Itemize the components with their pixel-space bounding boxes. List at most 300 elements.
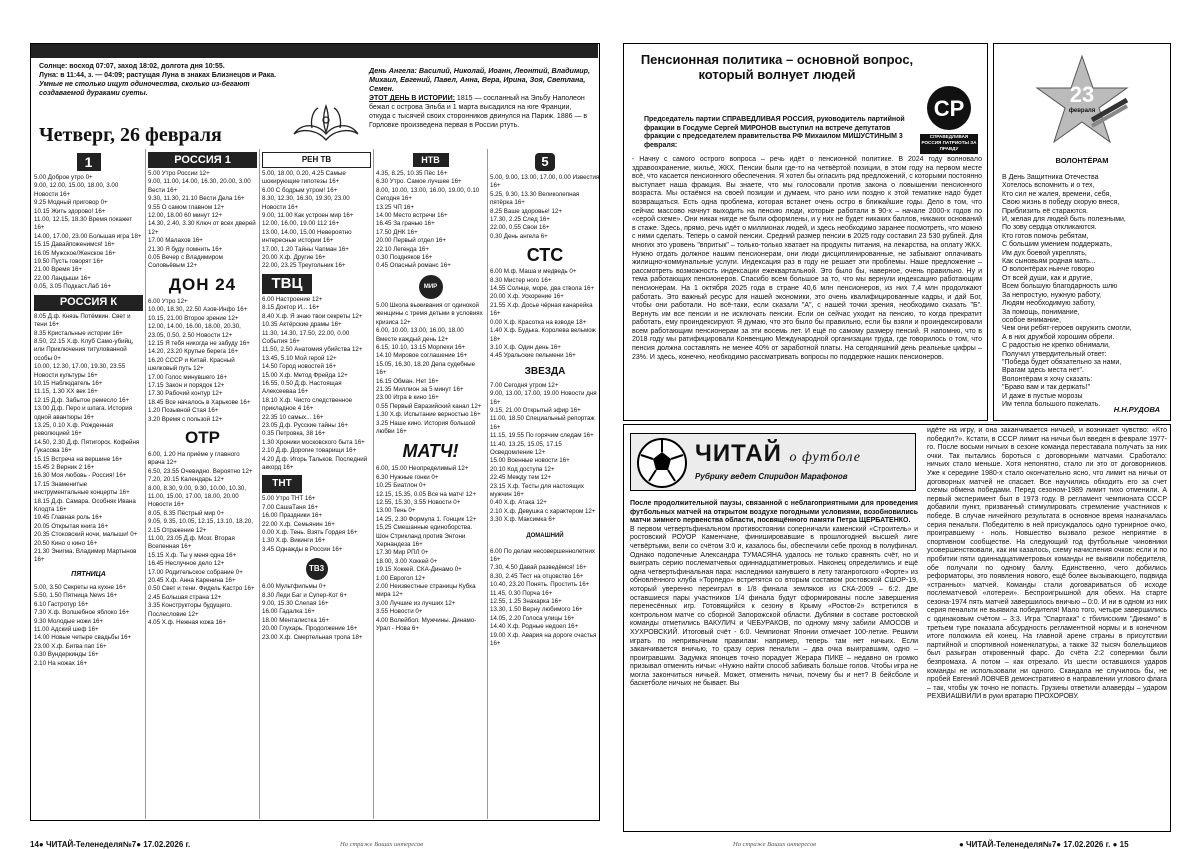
list-item: 6.00, 10.00, 13.00, 16.00, 18.00 Вместе каждый день 12+: [376, 327, 464, 343]
list-item: 3.30 Х.ф. Максимка 6+: [490, 516, 556, 524]
list-item: 0.50 Свет и тени. Фидель Кастро 16+: [148, 585, 255, 593]
list-item: 9.00, 13.00, 17.00, 19.00 Новости дня 16+: [490, 390, 597, 406]
history-text: 1815 — сосланный на Эльбу Наполеон бежал с острова Эльба и 1 марта высадился на юге Франции, откуда с тысячей своих сторонников двинулся на Париж. 1886 — в Горловке произведена первая в России ртуть.: [369, 95, 588, 129]
program-list: [376, 465, 485, 633]
list-item: 0.35 Петровка, 38 16+: [262, 430, 326, 438]
channel-logo-mir: МИР: [376, 274, 485, 300]
list-item: 20.05 Открытая книга 16+: [34, 522, 109, 530]
list-item: 0.00 Х.ф. Красотка на взводе 18+: [490, 318, 587, 326]
list-item: 23.00 Х.ф. Смертельная тропа 18+: [262, 633, 363, 641]
list-item: 19.00 Х.ф. Авария на дороге счастья 16+: [490, 631, 597, 648]
list-item: 12.00, 18.00 60 минут 12+: [148, 212, 222, 220]
list-item: 11.00 Адский шеф 16+: [34, 625, 99, 633]
list-item: Приблизить её стараются.: [1002, 207, 1088, 215]
list-item: 2.10 Х.ф. Девушка с характером 12+: [490, 507, 596, 515]
program-list: [490, 548, 600, 649]
list-item: Людям необходимую заботу,: [1002, 300, 1096, 308]
list-item: Хотелось вспомнить и о тех,: [1002, 182, 1095, 190]
list-item: Врагам здесь места нет".: [1002, 367, 1084, 375]
list-item: 16.45 Неслучное дело 12+: [148, 560, 225, 568]
list-item: С радостью не крепко обнимали,: [1002, 342, 1110, 350]
list-item: 17.15 Знаменитые инструментальные концерты 16+: [34, 480, 130, 497]
list-item: И, желая для людей быть полезными,: [1002, 216, 1126, 224]
list-item: О волонтёрах нынче говорю: [1002, 266, 1095, 274]
list-item: 21.55 Х.ф. Досье чёрная канарейка 16+: [490, 301, 593, 318]
list-item: 1.00 Еврогол 12+: [376, 574, 426, 582]
list-item: А в них дружбой хорошим обрели.: [1002, 333, 1115, 341]
list-item: 15.25 Смешанные единоборства. Шон Стрикланд против Энтони Хернандеза 16+: [376, 524, 473, 549]
list-item: В День Защитника Отечества: [1002, 174, 1099, 181]
svg-text:СР: СР: [933, 96, 965, 121]
list-item: Кто готов помочь ребятам,: [1002, 232, 1089, 240]
football-text-left: [630, 500, 918, 689]
list-item: 10.15 Жить здорово! 16+: [34, 207, 106, 215]
list-item: 7.20, 20.15 Календарь 12+: [148, 476, 225, 484]
list-item: 22.10 Легенда 16+: [376, 245, 429, 253]
list-item: 5.00 Доброе утро 0+: [34, 174, 93, 181]
list-item: 17.30, 2.25 След 16+: [490, 216, 550, 224]
list-item: 22.45 Между тем 12+: [490, 474, 552, 482]
list-item: 6.15, 10.10, 13.15 Морпехи 16+: [376, 343, 466, 351]
football-body: В первом четвертьфинальном противостоянии соперничали каменский «Строитель» и ростовский РОУОР Каменчане, финишировавшие в прошлогодней высшей лиге четвёртыми, вели со счётом 3:0 и, казалось бы, обеспечили себе проход в полуфинал. Однако подопечные Александра ТУМАСЯНА удалось не только сравнять счёт, но и выиграть серию послематчевых одиннадцатиметровых. Наконец определились и ещё одна четвертьфинальная пара: наследники канувшего в лету таганрогского «Форте» из обновлённого клуба «Торпедо» встретятся со вторым составом ростовской СШОР-19, который уверенно переиграл в 1/8 финала земляков из СКА-2009 – 6:2. Две оставшиеся пары участников 1/4 финала будут сформированы после завершения перенесённых игр. Готовящийся к сезону в Крыму «Ростов-2» встретился в контрольном матче со сборной Запорожской области. Дублями в составе ростовской команды отметились ВАКУЛИЧ и ЧЕБУРАКОВ, по одному мячу забили АМОСОВ и ХУХРОВСКИЙ. Итоговый счёт - 6:0. Чемпионат Японии отмечает 100-летие. Решили играть по непривычным правилам: например, теперь там нет ничьих. Если заканчивается вничью, то сразу серия пенальти – два очка выигравшим, одно – проигравшим. Задумка японцев точно порадует Жерара ПИКЕ – недавно он громко призывал отменить ничьи: «Нужно найти способ забивать больше голов. Чтобы игра не могла закончиться ничьей. Может, отменить ничьи, почему бы и нет? В бейсболе и баскетболе ничьих не бывает. Вы: [630, 525, 918, 688]
list-item: 9.30, 11.30, 21.10 Вести Дела 16+: [148, 195, 245, 203]
list-item: 14.40 Х.ф. Родные недоел 16+: [490, 623, 579, 631]
list-item: 15.15 Давайпоженимся! 16+: [34, 241, 115, 249]
footer-slogan-right: На страже Ваших интересов: [733, 841, 816, 848]
list-item: 9.05, 9.35, 10.05, 12.15, 13.10, 18.20, 2.15 Отражение 12+: [148, 518, 253, 534]
list-item: 8.00, 10.00, 13.00, 16.00, 19.00, 0.10 Сегодня 16+: [376, 186, 480, 203]
list-item: 10.25 Биатлон 0+: [376, 482, 427, 490]
history-label: ЭТОТ ДЕНЬ В ИСТОРИИ:: [369, 95, 455, 102]
list-item: 5.00 Утро ТНТ 16+: [262, 495, 316, 503]
list-item: 9.00, 12.00, 15.00, 18.00, 3.00 Новости 16+: [34, 182, 119, 198]
list-item: 14.50 Город новостей 16+: [262, 363, 337, 371]
article-title: Пенсионная политика – основной вопрос, который волнует людей: [640, 52, 914, 82]
list-item: 10.15, 21.00 Второе зрение 12+: [148, 314, 239, 322]
list-item: 15.00 Военные новости 16+: [490, 457, 570, 465]
list-item: 17.50 ДНК 16+: [376, 228, 418, 236]
page-gutter: [604, 10, 616, 849]
channel-logo-ntv: НТВ: [376, 152, 485, 168]
list-item: 21.00 Время 16+: [34, 266, 83, 274]
list-item: 12.15, 15.35, 0.05 Все на матч! 12+: [376, 490, 477, 498]
list-item: 17.00 Голос минувшего 16+: [148, 373, 228, 381]
program-list: [262, 296, 371, 473]
channel-logo-rossiya-k: РОССИЯ К: [34, 295, 143, 311]
list-item: 6.00 Настроение 12+: [262, 295, 323, 303]
list-item: 17.30 Рабочий контур 12+: [148, 390, 223, 398]
program-list: [376, 170, 485, 271]
list-item: 17.00 Малахов 16+: [148, 237, 203, 245]
footer-left: 14● ЧИТАЙ-Теленеделя№7● 17.02.2026 г.: [30, 840, 191, 849]
list-item: 17.00, 1.20 Тайны Чапман 16+: [262, 245, 349, 253]
star-emblem: [1032, 50, 1132, 150]
list-item: 22.00, 0.55 Свои 16+: [490, 224, 550, 232]
list-item: 15.00 Х.ф. Метод Фрейда 12+: [262, 371, 348, 379]
list-item: 5.00 Утро России 12+: [148, 170, 210, 177]
list-item: 20.10 Код доступа 12+: [490, 465, 555, 473]
football-column-right: [923, 424, 1171, 832]
list-item: Всем большую благодарность шлю: [1002, 283, 1118, 291]
quote: Умные не столько ищут одиночества, сколько из-бегают создаваемой дураками суеты.: [39, 81, 250, 97]
list-item: 20.35 Стоковский ночи, малыши! 0+: [34, 531, 138, 539]
list-item: 12.00, 16.00, 19.00 112 16+: [262, 220, 340, 228]
list-item: 14.50, 2.30 Д.ф. Пятигорск. Кофейня Гукасова 16+: [34, 438, 140, 455]
channel-logo-tv3: ТВ3: [262, 557, 371, 581]
football-column: [623, 424, 923, 832]
article-body: - Начну с самого острого вопроса – речь идёт о пенсионной политике. В 2024 году волновало здравоохранение, жильё, ЖКХ. Пенсии были где-то на четвёртой позиции, в этом году на первом месте всё, что касается пенсионного обеспечения. Я хотел бы огласить ряд предложений, с которыми постоянно выступает наша фракция. Вы знаете, что мы голосовали против закона о повышении пенсионного возраста. Мы остаёмся на своей позиции и думаем, что рано или поздно к этой тематике надо будет возвращаться. Есть одна проблема, которая встанет очень остро в ближайшие годы. Дело в том, что сейчас массово начнут выходить на пенсию люди, которые работали в 90-х – начале 2000-х годов по «серой схеме». Они никак нигде не были оформлены, и у них не будет никаких баллов, никаких оснований в стаже. Здесь, прямо, речь идёт о миллионах людей, и здесь необходимо заранее посмотреть, что можно с ними сделать. Теперь о самой пенсии. Средний размер пенсии в 2025 году составил 23 530 рублей. Для многих это уровень "впритык" – только-только хватает на продукты питания, на лекарства, на оплату ЖКХ. Нужно отдать должное нашим пенсионерам, они люди дисциплинированные, не забывают оплачивать жилищно-коммунальные услуги. Индексация раз в году не решает эти проблемы. Наше предложение – рассмотреть возможность индексации ежеквартальной. Это было бы, наверное, очень правильно. Ну и тема работающих пенсионеров. Спасибо всем большое за то, что мы вернули индексацию работающим пенсионерам. На 1 октября 2025 года в стране 40,6 млн пенсионеров, из них 7,4 млн продолжают работать. Это важный ресурс для нашей экономики, это очень квалифицированные кадры, и дай Бог, чтобы они работали. Но всё-таки, если сказали "А", с нашей точки зрения, необходимо сказать "Б". Вернуть им все пенсии и не исключать пенсии. Если он сейчас уходит на пенсию, то когда прекратит работать, ему проиндексируют. Я думаю, что это было бы правильно, если бы взяли и проиндексировали всем работающим пенсионерам за эти восемь лет. И ещё по самому размеру пенсий. Я напомню, что в 2018 году мы ратифицировали Конвенцию Международной организации труда, где говорилось о том, что пенсия должна составлять не менее 40% от заработной платы. На сегодняшний день реальные цифры – 23%. И здесь, конечно, необходимо рассматривать вопросы по поддержке наших пенсионеров.: [632, 156, 982, 361]
list-item: 16.00 Праздники 16+: [262, 512, 323, 520]
list-item: "Победа будет обязательно за нами,: [1002, 358, 1122, 366]
list-item: 14.00 Новые четыре свадьбы 16+: [34, 634, 132, 642]
channel-logo-domashniy: ДОМАШНИЙ: [526, 533, 564, 540]
list-item: 8.00, 8.30, 9.00, 9.30, 10.00, 10.30, 11.00, 15.00, 17.00, 18.00, 20.00 Новости 16+: [148, 484, 247, 509]
list-item: 4.45 Уральские пельмени 16+: [490, 352, 576, 360]
channel-logo-zvezda: ЗВЕЗДА: [524, 365, 566, 377]
list-item: 13.25 ЧП 16+: [376, 203, 414, 211]
list-item: С большим умением поддержать,: [1002, 241, 1113, 249]
list-item: 7.30 Х.ф. Волшебное яблоко 16+: [34, 609, 130, 617]
party-logo: [918, 84, 980, 156]
history-block: [369, 94, 594, 130]
list-item: 14.00 Место встречи 16+: [376, 212, 448, 220]
list-item: 0.05 Вечер с Владимиром Соловьёвым 12+: [148, 254, 223, 270]
list-item: 16.00 Гадалка 16+: [262, 608, 315, 616]
list-item: 2.45 Большая страна 12+: [148, 593, 222, 601]
list-item: 3.55 Новости 0+: [376, 608, 423, 616]
list-item: 2.10 Д.ф. Дорогие товарищи 16+: [262, 447, 357, 455]
list-item: 23.15 Х.ф. Тесты для настоящих мужчин 16+: [490, 482, 584, 498]
program-list: [34, 313, 143, 565]
moon-info: Луна: в 11:44, з. — 04:09; растущая Луна в знаках Близнецов и Рака.: [39, 72, 277, 79]
channel-logo-tvc: ТВЦ: [262, 274, 312, 294]
list-item: 9.15, 21.00 Открытый эфир 16+: [490, 406, 581, 414]
ornament-flower-icon: [288, 100, 364, 146]
list-item: 6.10 Гастротур 16+: [34, 600, 89, 608]
poem-title: ВОЛОНТЁРАМ: [1055, 156, 1109, 165]
list-item: 14.30, 2.40, 3.30 Ключ от всех дверей 12+: [148, 220, 256, 236]
soccer-ball-icon: [635, 436, 689, 490]
list-item: 14.05, 2.20 Голоса улицы 16+: [490, 614, 575, 622]
list-item: 10.40, 23.20 Понять. Простить 16+: [490, 581, 590, 589]
list-item: 16.45 За гранью 16+: [376, 220, 435, 228]
channel-logo-sts: СТС: [526, 245, 564, 266]
channel-logo-perviy: 1: [34, 152, 143, 172]
channel-logo-don24: ДОН 24: [168, 274, 237, 294]
angel-day: День Ангела: Василий, Николай, Иоанн, Леонтий, Владимир, Михаил, Евгений, Павел, Анна, Вера, Ирина, Зоя, Светлана, Семен.: [369, 66, 591, 93]
channel-logo-otr: ОТР: [185, 427, 220, 447]
list-item: 10.15 Наблюдатель 16+: [34, 379, 103, 387]
list-item: Им дух боевой укреплять,: [1002, 249, 1087, 257]
list-item: 9.00, 11.00, 14.00, 16.30, 20.00, 3.00 Вести 16+: [148, 178, 251, 194]
list-item: 0.40 Х.ф. Атака 12+: [490, 499, 547, 507]
list-item: 16.20 СССР и Китай. Красный шелковый путь 12+: [148, 356, 235, 373]
tv-column-2: [148, 149, 260, 819]
list-item: 8.05, 8.35 Пёстрый мир 0+: [148, 509, 225, 517]
list-item: 0.30 Вундеркинды 16+: [34, 651, 99, 659]
list-item: 11.40, 13.25, 15.05, 17.15 Осведомление 12+: [490, 440, 562, 456]
tv-column-5: [490, 149, 602, 819]
list-item: 8.40 Х.ф. Я знаю твои секреты 12+: [262, 312, 363, 320]
list-item: 15.15 Встреча на вершине 16+: [34, 455, 123, 463]
list-item: 6.00, 15.00 Неопределимый 12+: [376, 465, 469, 473]
program-list: [148, 170, 257, 271]
list-item: 5.00, 9.00, 13.00, 17.00, 0.00 Известия 16+: [490, 174, 600, 190]
footer-slogan-left: На страже Ваших интересов: [340, 841, 423, 848]
list-item: 8.30, 12.30, 16.30, 19.30, 23.00 Новости 16+: [262, 195, 350, 211]
list-item: 7.30, 4.50 Давай разведёмся! 16+: [490, 564, 587, 572]
list-item: "Браво вам и так держать!": [1002, 384, 1091, 392]
list-item: 3.45 Однажды в России 16+: [262, 545, 343, 553]
list-item: 12.15 Д.ф. Забытое ремесло 16+: [34, 396, 130, 404]
channel-logo-5: 5: [490, 152, 600, 172]
list-item: 22.00 Х.ф. Семьянин 16+: [262, 520, 335, 528]
list-item: 12.15 Я тебя никогда не забуду 16+: [148, 339, 250, 347]
list-item: 14.25, 2.30 Формула 1. Гонщик 12+: [376, 515, 477, 523]
list-item: 2.10 На ножах 16+: [34, 659, 88, 667]
list-item: 12.55, 1.25 Знахарка 16+: [490, 598, 562, 606]
program-list: [262, 583, 371, 642]
list-item: 6.30 Нужные гонки 0+: [376, 473, 439, 481]
football-banner: [630, 433, 916, 491]
list-item: 12.00, 14.00, 16.00, 18.00, 20.30, 23.05, 0.50, 2.50 Новости 12+: [148, 323, 241, 339]
list-item: 0.30 Поздняков 16+: [376, 254, 433, 262]
list-item: 20.50 Кино о кино 16+: [34, 539, 98, 547]
list-item: 13.30, 1.50 Верну любимого 16+: [490, 606, 583, 614]
list-item: 14.20, 23.20 Крутые берега 16+: [148, 348, 239, 356]
day-banner: [31, 44, 598, 58]
list-item: 4.35, 8.25, 10.35 Пёс 16+: [376, 170, 448, 177]
list-item: 16.05 Мужское/Женское 16+: [34, 249, 116, 257]
list-item: 11.00, 12.15, 18.30 Время покажет 16+: [34, 216, 133, 232]
list-item: 1.20 Позывной Стая 16+: [148, 407, 219, 415]
list-item: Кто сил не жалея, времени, себя,: [1002, 190, 1112, 198]
list-item: 8.25 Ваше здоровье! 12+: [490, 207, 562, 215]
star-month: февраля: [1068, 108, 1096, 114]
list-item: 3.00 Лучшие из лучших 12+: [376, 599, 456, 607]
list-item: 0.55 Первый Евразийский канал 12+: [376, 402, 482, 410]
list-item: 20.00 Первый отдел 16+: [376, 237, 447, 245]
list-item: 20.00 Глухарь. Продолжение 16+: [262, 625, 358, 633]
tv-column-3: [262, 149, 374, 819]
channel-logo-rossiya-1: РОССИЯ 1: [148, 152, 257, 168]
list-item: 23.05 Д.ф. Русские тайны 16+: [262, 421, 349, 429]
list-item: 8.30 Мистер ного 16+: [490, 276, 552, 284]
list-item: 6.00 Мультфильмы 0+: [262, 583, 326, 591]
list-item: Волонтёрам я хочу сказать:: [1002, 375, 1093, 383]
list-item: 22.35 10 самых... 16+: [262, 413, 324, 421]
channel-logo-match: МАТЧ!: [402, 441, 459, 462]
list-item: 23.00 Игра в кино 16+: [376, 394, 439, 402]
list-item: 12.55, 15.30, 3.55 Новости 0+: [376, 499, 461, 506]
program-list: [148, 298, 257, 424]
sun-info: Солнце: восход 07:07, заход 18:02, долгота дня 10:55.: [39, 63, 225, 70]
list-item: 18.10 Х.ф. Чисто следственное прикладное 4 16+: [262, 396, 353, 413]
list-item: 18.00 Менталистка 16+: [262, 616, 329, 624]
list-item: 21.35 Миллион за 5 минут 16+: [376, 385, 464, 393]
tv-columns: [34, 149, 598, 819]
list-item: 23.00 Х.ф. Битва пап 16+: [34, 642, 107, 650]
list-item: 9.25 Модный приговор 0+: [34, 199, 108, 207]
list-item: 1.30 Х.ф. Викинги 16+: [262, 537, 326, 545]
list-item: 16.55, 0.50 Д.ф. Настоящая Алексееваа 16+: [262, 379, 342, 396]
list-item: 0.05, 3.05 Подкаст.Лаб 16+: [34, 283, 112, 291]
article-lead: Председатель партии СПРАВЕДЛИВАЯ РОССИЯ, руководитель партийной фракции в Госдуме Сергей МИРОНОВ выступил на встрече депутатов фракции с председателем правительства РФ Михаилом МИШУСТИНЫМ 3 февраля:: [644, 116, 905, 149]
list-item: 19.15 Хоккей. СКА-Динамо 0+: [376, 566, 462, 574]
list-item: 20.00 Х.ф. Ускорение 16+: [490, 293, 564, 301]
list-item: 6.00 М.ф. Маша и медведь 0+: [490, 268, 577, 276]
program-list: [490, 174, 600, 241]
list-item: 9.00, 11.00 Как устроен мир 16+: [262, 212, 354, 220]
right-page: [623, 43, 1171, 849]
football-subtitle: Рубрику ведет Спиридон Марафонов: [695, 472, 848, 481]
football-text-right: идёте на игру, и она заканчивается ничьей, и возникает чувство: «Кто победил?». Кстати, в СССР лимит на ничьи был введен в феврале 1977-го. После восьми ничьих в сезоне команда переставала получать за них очки. Так пытались бороться с договорными матчами. Сработало: ничьих стало меньше. Хотя непонятно, стало ли это от договорников. Уже к середине 1980-х стало окончательно ясно, что лимит на ничьи от договорных матчей не спасает. Все научились обходить его за счет схемы обмена победами. Перед сезоном-1989 лимит тихо отменили. А первый эксперимент был в 1973 году. В регламент чемпионата СССР добавили пункт, призванный стимулировать стремление участников к победе. В случае ничейного результата в основное время назначалась серия пенальти. Победителю в ней присуждалось одно турнирное очко, проигравшему - ноль. Новшество вызвало резкое неприятие в спортивном сообществе. На следующий год футбольные чиновники усовершенствовали, как им казалось, схему начисления очков: если и по пробитии пяти одиннадцатиметровых команды не выявили победителя, обе получали по одному баллу. Единственно, чего добились реформаторы, это появления нового, ещё более вызывающего, подвида «странных» матчей. Команды стали договариваться об исходе послематчевой «лотереи». Беспроигрышной для обеих. На старте сезона-1974 пять матчей завершилось вничью – 0:0. И ни в одном из них серия пенальти не выявила победителя! Мало того, четыре завершились с одинаковым счётом – 3:3. Игра "Спартака" с тбилисским "Динамо" в третьем туре показала абсурдность регламентной нормы и в конечном итоге положила ей конец. На главной арене страны в присутствии партийной и спортивной номенклатуры, а также 32 тысяч болельщиков был разыгран откровенный фарс. До счёта 2:2 соперники были безпромаха. А потом – как отрезало. Из шести оставшихся ударов команды не использовали ни одного. Скандала не случилось бы, не пробей Евгений ЛОВЧЕВ демонстративно в направлении углового флага – так, чтобы уж точно не попасть. Грузины ответили алаверды – ударом РЕХВИАШВИЛИ в руки вратарю ПРОХОРОВУ.: [927, 427, 1167, 701]
list-item: 8.35 Кристальные истории 16+: [34, 329, 123, 337]
channel-logo-pyatnitsa: ПЯТНИЦА: [71, 570, 106, 578]
program-list: [34, 174, 143, 292]
list-item: 6.00, 1.20 На приёме у главного врача 12+: [148, 450, 240, 467]
list-item: 16.30 Моя любовь - Россия! 16+: [34, 472, 127, 480]
tv-column-1: [34, 149, 146, 819]
list-item: 17.15 Закон и порядок 12+: [148, 381, 225, 389]
list-item: 3.35 Конструкторы будущего. Послесловие 12+: [148, 602, 232, 618]
list-item: 4.00 Волейбол. Мужчины. Динамо-Урал - Нова 6+: [376, 616, 477, 633]
program-list: [262, 495, 371, 554]
football-lead: После продолжительной паузы, связанной с неблагоприятными для проведения футбольных матчей на открытом воздухе погодными условиями, возобновились матчи зимнего первенства области, посвящённого памяти Петра ЩЕРБАТЕНКО.: [630, 500, 918, 525]
list-item: 11.00, 18.50 Специальный репортаж 16+: [490, 415, 595, 431]
list-item: 6.00 По делам несовершеннолетних 16+: [490, 547, 595, 564]
list-item: За помощь, понимание,: [1002, 308, 1080, 316]
channel-logo-tnt: ТНТ: [262, 475, 302, 493]
list-item: 8.50, 22.15 Х.ф. Клуб Само-убийц, или Приключения титулованной особы 0+: [34, 337, 134, 362]
list-item: Получил утвердительный ответ:: [1002, 350, 1107, 358]
list-item: 10.00, 12.30, 17.00, 19.30, 23.55 Новости культуры 16+: [34, 363, 126, 379]
list-item: 22.00, 23.25 Треугольник 16+: [262, 262, 346, 270]
list-item: 15.45 2 Верник 2 16+: [34, 464, 95, 471]
list-item: 19.45 Главная роль 16+: [34, 514, 103, 522]
date-title: Четверг, 26 февраля: [39, 124, 222, 146]
footer-right: ● ЧИТАЙ-Теленеделя№7● 17.02.2026 г. ● 15: [959, 840, 1129, 849]
list-item: 9.55 О самом главном 12+: [148, 203, 225, 211]
tv-program-frame: [30, 43, 600, 821]
list-item: 10.00, 18.30, 22.50 Азов-Инфо 16+: [148, 306, 248, 314]
list-item: Чем они ребят-героев окружить смогли,: [1002, 325, 1132, 333]
list-item: 13.00 Тень 0+: [376, 507, 416, 515]
list-item: 1.40 Х.ф. Будька. Королева вельмож 18+: [490, 327, 596, 343]
list-item: 4.05 Х.ф. Нежная кожа 16+: [148, 619, 226, 627]
list-item: Свою жизнь в победу скорую внеся,: [1002, 199, 1120, 207]
list-item: 7.00 СашаТаня 16+: [262, 503, 319, 511]
list-item: 9.30 Молодые ножи 16+: [34, 617, 104, 625]
list-item: 9.00, 15.30 Слепая 16+: [262, 600, 329, 608]
list-item: 19.50 Пусть говорят 16+: [34, 258, 104, 266]
list-item: 13.45, 5.10 Мой герой 12+: [262, 354, 337, 362]
list-item: 21.30 Я буду помнить 16+: [148, 245, 223, 253]
tv-column-4: [376, 149, 488, 819]
list-item: 11.45, 0.30 Порча 16+: [490, 589, 553, 597]
pension-article: [623, 43, 988, 421]
left-page: [30, 43, 600, 849]
list-item: 6.30 Утро. Самое лучшее 16+: [376, 178, 462, 186]
list-item: 18.15 Д.ф. Самара. Особняк Ивана Клодта 16+: [34, 497, 136, 514]
list-item: Им тепла большого пожелать.: [1002, 400, 1101, 408]
list-item: 3.25 Наше кино. История большой любви 16+: [376, 419, 476, 435]
list-item: 0.30 День ангела 6+: [490, 232, 548, 240]
list-item: 21.30 Энигма. Владимир Мартынов 16+: [34, 548, 137, 564]
program-list: [490, 382, 600, 525]
program-list: [34, 584, 143, 668]
list-item: За непростую, нужную работу,: [1002, 291, 1102, 299]
list-item: 3.20 Время с пользой 12+: [148, 415, 223, 423]
program-list: [376, 302, 485, 437]
list-item: По зову сердца откликаются.: [1002, 224, 1097, 232]
list-item: 18.45 Все началось в Харькове 16+: [148, 398, 251, 406]
list-item: 11.15, 1.30 ХХ век 16+: [34, 388, 98, 396]
list-item: 5.00, 3.50 Секреты на кухне 16+: [34, 583, 127, 591]
list-item: 8.30 Леди Баг и Супер-Кот 6+: [262, 591, 347, 599]
list-item: 6.50, 23.55 Очевидно. Вероятно 12+: [148, 467, 253, 475]
list-item: 13.25, 0.10 Х.ф. Рожденная революцией 16+: [34, 421, 114, 438]
list-item: 13.00 Д.ф. Перо и шпага. История одной авантюры 16+: [34, 405, 133, 421]
list-item: 17.30 Мир РПЛ 0+: [376, 549, 429, 557]
list-item: 2.00 Неизвестные страницы Кубка мира 12+: [376, 583, 476, 599]
poem-text: [1002, 174, 1167, 409]
list-item: 20.45 Х.ф. Анна Каренина 16+: [148, 577, 236, 585]
list-item: 6.00 С бодрым утром! 16+: [262, 186, 338, 194]
star-day: 23: [1069, 82, 1095, 107]
list-item: 11.50, 2.50 Анатомия убийства 12+: [262, 346, 363, 354]
list-item: 7.00 Сегодня утром 12+: [490, 381, 559, 389]
list-item: 11.00, 23.05 Д.ф. Мозг. Вторая Вселенная 16+: [148, 535, 235, 551]
list-item: 15.05, 16.30, 18.20 Дела судебные 16+: [376, 360, 476, 377]
list-item: 11.15, 19.55 По горячим следам 16+: [490, 432, 594, 440]
list-item: 8.15 Доктор И... 16+: [262, 304, 320, 312]
list-item: 14.00, 17.00, 23.00 Большая игра 18+: [34, 232, 142, 240]
list-item: 4.20 Д.ф. Игорь Тальков. Последний аккорд 16+: [262, 455, 368, 471]
football-title: ЧИТАЙ о футболе: [695, 440, 861, 467]
list-item: 1.30 Хроники московского быта 16+: [262, 438, 365, 446]
list-item: 17.00 Родительское собрание 0+: [148, 568, 243, 576]
astro-info: [39, 62, 281, 98]
list-item: От всей души, как и другие,: [1002, 274, 1093, 282]
list-item: 10.35 Актёрские драмы 16+: [262, 321, 342, 329]
list-item: 8.05 Д.ф. Князь Потёмкин. Свет и тени 16+: [34, 312, 131, 329]
list-item: 6.00 Утро 12+: [148, 297, 188, 305]
program-list: [490, 268, 600, 360]
party-logo-text: СПРАВЕДЛИВАЯ РОССИЯ ПАТРИОТЫ ЗА ПРАВДУ: [921, 134, 977, 151]
list-item: 14.55 Солнце, море, два ствола 16+: [490, 285, 595, 293]
list-item: Как сыновьям родная мать...: [1002, 258, 1096, 266]
list-item: 20.00 Х.ф. Другие 16+: [262, 254, 326, 262]
list-item: 0.45 Опасный романс 16+: [376, 262, 451, 270]
list-item: 5.50, 1.50 Пятница News 16+: [34, 592, 118, 600]
list-item: 3.10 Х.ф. Один день 16+: [490, 343, 561, 351]
list-item: 11.30, 14.30, 17.50, 22.00, 0.00 События 16+: [262, 329, 350, 345]
list-item: 22.00 Ландыши 16+: [34, 274, 91, 282]
program-list: [262, 170, 371, 271]
list-item: 1.30 Х.ф. Испытание верностью 16+: [376, 411, 481, 419]
list-item: 8.30, 2.45 Тест на отцовство 16+: [490, 572, 584, 580]
list-item: 0.00 Х.ф. Тень. Взять Гордея 16+: [262, 529, 358, 537]
channel-logo-ren-tv: РЕН ТВ: [262, 152, 371, 168]
list-item: 5.00 Школа выживания от одинокой женщины с тремя детьми в условиях кризиса 12+: [376, 301, 483, 326]
list-item: И даже в пустые морозы: [1002, 392, 1083, 400]
list-item: 5.25, 9.30, 13.30 Великолепная пятёрка 16+: [490, 190, 580, 207]
poem-block: [993, 43, 1171, 421]
list-item: 18.00, 3.00 Хоккей 0+: [376, 557, 438, 565]
list-item: 5.00, 18.00, 0.20, 4.25 Самые шокирующие гипотезы 16+: [262, 170, 346, 186]
list-item: 15.15 Х.ф. Ты у меня одна 16+: [148, 551, 237, 559]
